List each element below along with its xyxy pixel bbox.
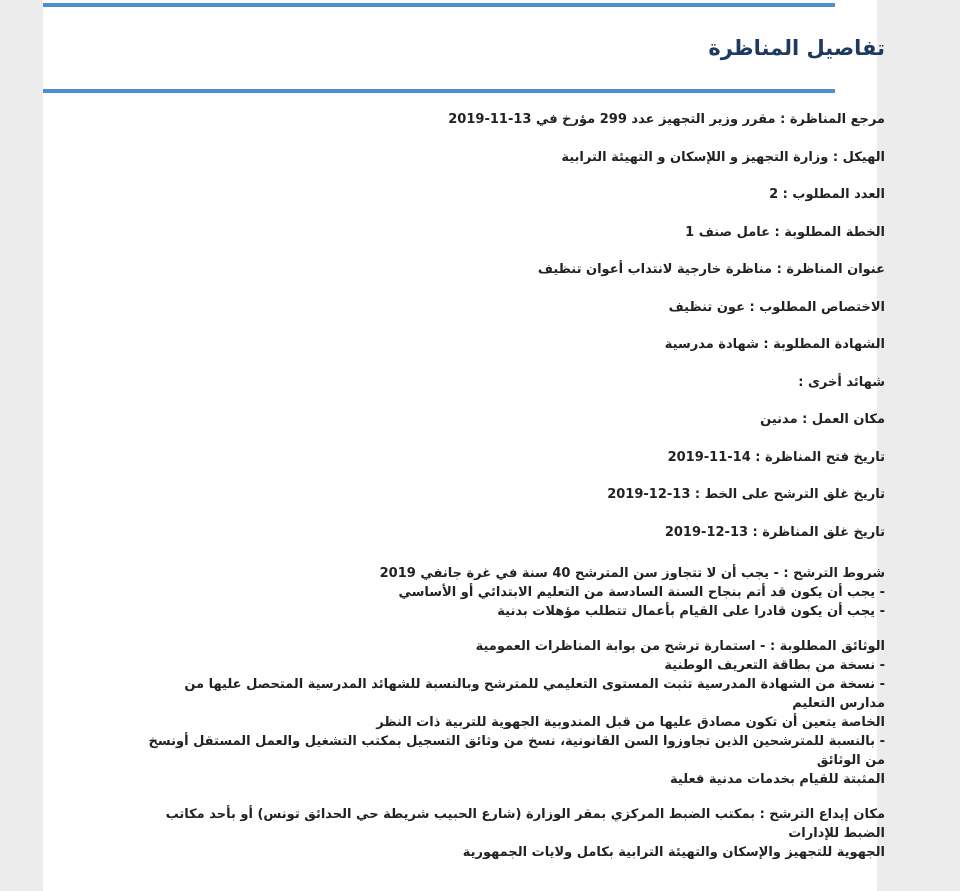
field-label: الشهادة المطلوبة (773, 337, 885, 352)
details-body (145, 110, 885, 878)
field-value: شهادة مدرسية (664, 337, 759, 352)
field-value: وزارة التجهيز و اللإسكان و التهيئة الترابية (561, 149, 829, 165)
field-label: تاريخ فتح المناظرة (765, 449, 885, 465)
field-value: مناظرة خارجية لانتداب أعوان تنظيف (537, 262, 773, 277)
documents-line: - نسخة من بطاقة التعريف الوطنية (664, 657, 885, 673)
field-label: الاختصاص المطلوب (759, 299, 885, 315)
documents-line: الوثائق المطلوبة : - استمارة ترشح من بوابة المناظرات العمومية (475, 638, 885, 654)
field-label: عنوان المناظرة (786, 262, 885, 277)
conditions-block (145, 564, 885, 621)
field-value: مدنين (760, 412, 798, 427)
documents-line: الخاصة يتعين أن تكون مصادق عليها من قبل المندوبية الجهوية للتربية ذات النظر (376, 714, 885, 730)
field-value: 13-12-2019 (607, 487, 691, 502)
field-online-close-date: تاريخ غلق الترشح على الخط : 13-12-2019 (607, 487, 885, 502)
deposit-line: مكان إيداع الترشح : بمكتب الضبط المركزي بمقر الوزارة (شارع الحبيب شريطة حي الحدائق تونس) أو بأحد مكاتب الضبط للإدارات (165, 806, 885, 841)
field-label: تاريخ غلق الترشح على الخط (704, 487, 885, 502)
field-value: 13-12-2019 (664, 524, 749, 540)
field-label: مرجع المناظرة (789, 112, 885, 127)
field-value: مقرر وزير التجهيز عدد 299 مؤرخ في 13-11-2019 (448, 112, 776, 127)
field-label: شهائد أخرى (808, 374, 885, 390)
field-label: الهيكل (842, 149, 885, 165)
documents-line: - نسخة من الشهادة المدرسية تثبت المستوى التعليمي للمترشح وبالنسبة للشهائد المدرسية المتحصل عليها من مدارس التعليم (184, 676, 885, 711)
deposit-block (145, 805, 885, 862)
field-value: عون تنظيف (668, 299, 745, 315)
field-workplace: مكان العمل : مدنين (760, 412, 885, 427)
page-title: تفاصيل المناظرة (708, 36, 885, 60)
field-reference: مرجع المناظرة : مقرر وزير التجهيز عدد 299 مؤرخ في 13-11-2019 (448, 112, 885, 127)
field-label: تاريخ غلق المناظرة (762, 524, 885, 540)
conditions-line: شروط الترشح : - يجب أن لا تتجاوز سن المترشح 40 سنة في غرة جانفي 2019 (379, 565, 885, 581)
field-close-date: تاريخ غلق المناظرة : 13-12-2019 (664, 524, 885, 540)
field-label: مكان العمل (811, 412, 885, 427)
field-label: الخطة المطلوبة (784, 224, 885, 240)
conditions-line: - يجب أن يكون قادرا على القيام بأعمال تتطلب مؤهلات بدنية (497, 603, 885, 619)
field-label: العدد المطلوب (792, 187, 885, 202)
field-other-diplomas: شهائد أخرى : (798, 374, 885, 390)
deposit-line: الجهوية للتجهيز والإسكان والتهيئة الترابية بكامل ولايات الجمهورية (462, 844, 885, 860)
title-divider (43, 89, 835, 93)
field-value: عامل صنف 1 (685, 224, 771, 240)
field-organization: الهيكل : وزارة التجهيز و اللإسكان و التهيئة الترابية (561, 149, 885, 165)
documents-line: المثبتة للقيام بخدمات مدنية فعلية (670, 771, 885, 787)
field-position: الخطة المطلوبة : عامل صنف 1 (685, 224, 885, 240)
top-divider (43, 3, 835, 7)
field-competition-title: عنوان المناظرة : مناظرة خارجية لانتداب أعوان تنظيف (537, 262, 885, 277)
field-value: 14-11-2019 (667, 449, 751, 465)
field-value: 2 (769, 187, 779, 202)
field-diploma: الشهادة المطلوبة : شهادة مدرسية (664, 337, 885, 352)
field-specialty: الاختصاص المطلوب : عون تنظيف (668, 299, 885, 315)
field-required-count: العدد المطلوب : 2 (769, 187, 885, 202)
documents-block (145, 637, 885, 789)
field-open-date: تاريخ فتح المناظرة : 14-11-2019 (667, 449, 885, 465)
conditions-line: - يجب أن يكون قد أتم بنجاح السنة السادسة من التعليم الابتدائي أو الأساسي (398, 584, 885, 600)
documents-line: - بالنسبة للمترشحين الذين تجاوزوا السن القانونية، نسخ من وثائق التسجيل بمكتب التشغيل والعمل المستقل أونسخ من الوثائق (148, 733, 885, 768)
